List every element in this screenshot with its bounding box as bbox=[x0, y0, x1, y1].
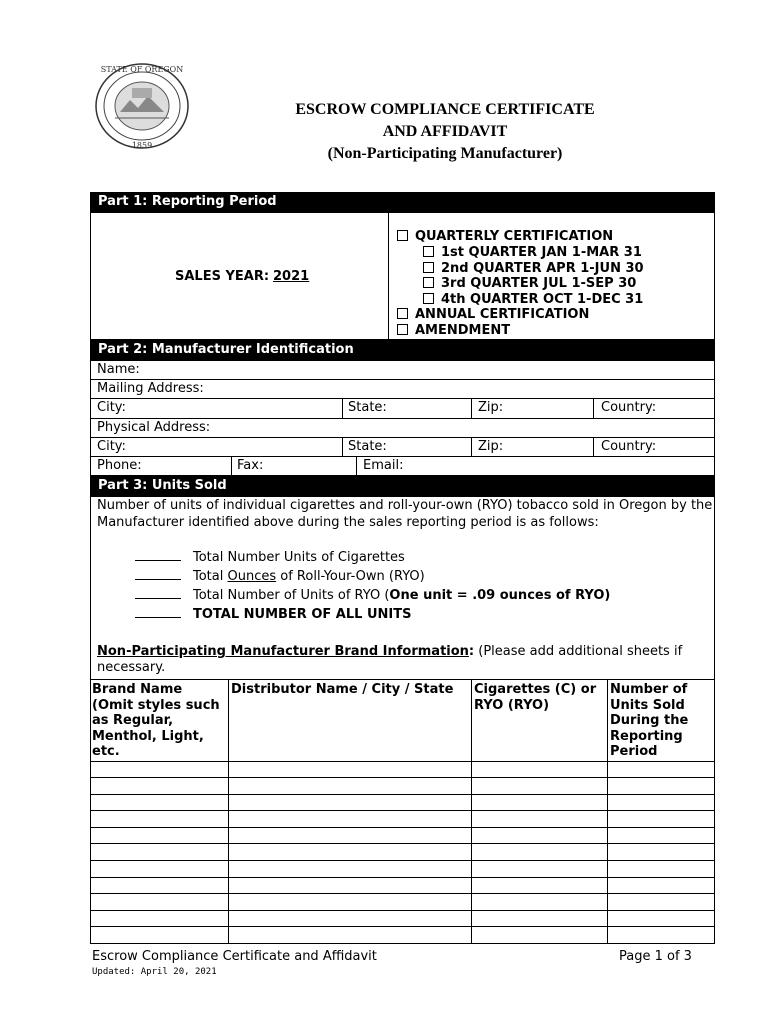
mailing-country-field[interactable]: Country: bbox=[601, 400, 657, 415]
annual-checkbox[interactable] bbox=[397, 308, 408, 319]
physical-address-field[interactable]: Physical Address: bbox=[97, 420, 211, 435]
amendment-checkbox[interactable] bbox=[397, 324, 408, 335]
mailing-address-field[interactable]: Mailing Address: bbox=[97, 381, 204, 396]
email-field[interactable]: Email: bbox=[363, 458, 404, 473]
part3-header: Part 3: Units Sold bbox=[90, 476, 715, 496]
ryo-ounces-input[interactable] bbox=[135, 567, 181, 580]
certificate-form bbox=[90, 192, 715, 944]
units-intro-line1: Number of units of individual cigarettes and roll-your-own (RYO) tobacco sold in Oregon by the bbox=[97, 498, 713, 513]
mailing-city-field[interactable]: City: bbox=[97, 400, 126, 415]
cigarettes-units-row: Total Number Units of Cigarettes bbox=[135, 548, 405, 566]
cigarettes-units-input[interactable] bbox=[135, 548, 181, 561]
brand-info-note: necessary. bbox=[97, 660, 166, 675]
sales-year-label: SALES YEAR: bbox=[175, 269, 270, 284]
physical-zip-field[interactable]: Zip: bbox=[478, 439, 504, 454]
footer-updated-date: Updated: April 20, 2021 bbox=[92, 967, 217, 977]
annual-label: ANNUAL CERTIFICATION bbox=[415, 307, 590, 322]
q1-label: 1st QUARTER JAN 1-MAR 31 bbox=[441, 245, 642, 260]
title-line-1: ESCROW COMPLIANCE CERTIFICATE bbox=[295, 101, 595, 118]
physical-state-field[interactable]: State: bbox=[348, 439, 387, 454]
q4-label: 4th QUARTER OCT 1-DEC 31 bbox=[441, 292, 644, 307]
units-intro-line2: Manufacturer identified above during the sales reporting period is as follows: bbox=[97, 515, 599, 530]
footer-page-number: Page 1 of 3 bbox=[619, 949, 692, 964]
brand-info-heading: Non-Participating Manufacturer Brand Information: (Please add additional sheets if bbox=[97, 644, 683, 659]
q2-checkbox[interactable] bbox=[423, 262, 434, 273]
ryo-units-input[interactable] bbox=[135, 586, 181, 599]
footer-document-name: Escrow Compliance Certificate and Affidavit bbox=[92, 949, 377, 964]
ryo-units-row: Total Number of Units of RYO (One unit = .09 ounces of RYO) bbox=[135, 586, 610, 604]
seal-ring-text: STATE OF OREGON bbox=[100, 65, 184, 74]
q3-label: 3rd QUARTER JUL 1-SEP 30 bbox=[441, 276, 637, 291]
col-distributor: Distributor Name / City / State bbox=[231, 682, 454, 697]
q2-label: 2nd QUARTER APR 1-JUN 30 bbox=[441, 261, 644, 276]
phone-field[interactable]: Phone: bbox=[97, 458, 142, 473]
seal-year: 1859 bbox=[131, 141, 153, 150]
mailing-state-field[interactable]: State: bbox=[348, 400, 387, 415]
part2-header: Part 2: Manufacturer Identification bbox=[90, 340, 715, 360]
title-line-3: (Non-Participating Manufacturer) bbox=[327, 145, 563, 162]
amendment-label: AMENDMENT bbox=[415, 323, 511, 338]
total-units-row: TOTAL NUMBER OF ALL UNITS bbox=[135, 605, 411, 623]
physical-city-field[interactable]: City: bbox=[97, 439, 126, 454]
sales-year-value: 2021 bbox=[273, 269, 310, 284]
col-cigarettes-or-ryo: Cigarettes (C) or RYO (RYO) bbox=[474, 682, 597, 713]
q4-checkbox[interactable] bbox=[423, 293, 434, 304]
part1-header: Part 1: Reporting Period bbox=[90, 192, 715, 212]
fax-field[interactable]: Fax: bbox=[237, 458, 264, 473]
title-line-2: AND AFFIDAVIT bbox=[382, 123, 508, 140]
mailing-zip-field[interactable]: Zip: bbox=[478, 400, 504, 415]
physical-country-field[interactable]: Country: bbox=[601, 439, 657, 454]
quarterly-label: QUARTERLY CERTIFICATION bbox=[415, 229, 614, 244]
oregon-state-seal bbox=[92, 60, 192, 152]
q3-checkbox[interactable] bbox=[423, 277, 434, 288]
total-units-input[interactable] bbox=[135, 605, 181, 618]
col-units-sold: Number of Units Sold During the Reporting Period bbox=[610, 682, 689, 759]
ryo-ounces-row: Total Ounces of Roll-Your-Own (RYO) bbox=[135, 567, 425, 585]
quarterly-checkbox[interactable] bbox=[397, 230, 408, 241]
q1-checkbox[interactable] bbox=[423, 246, 434, 257]
col-brand-name: Brand Name (Omit styles such as Regular, Menthol, Light, etc. bbox=[92, 682, 220, 759]
name-field[interactable]: Name: bbox=[97, 362, 140, 377]
document-title bbox=[230, 99, 660, 165]
